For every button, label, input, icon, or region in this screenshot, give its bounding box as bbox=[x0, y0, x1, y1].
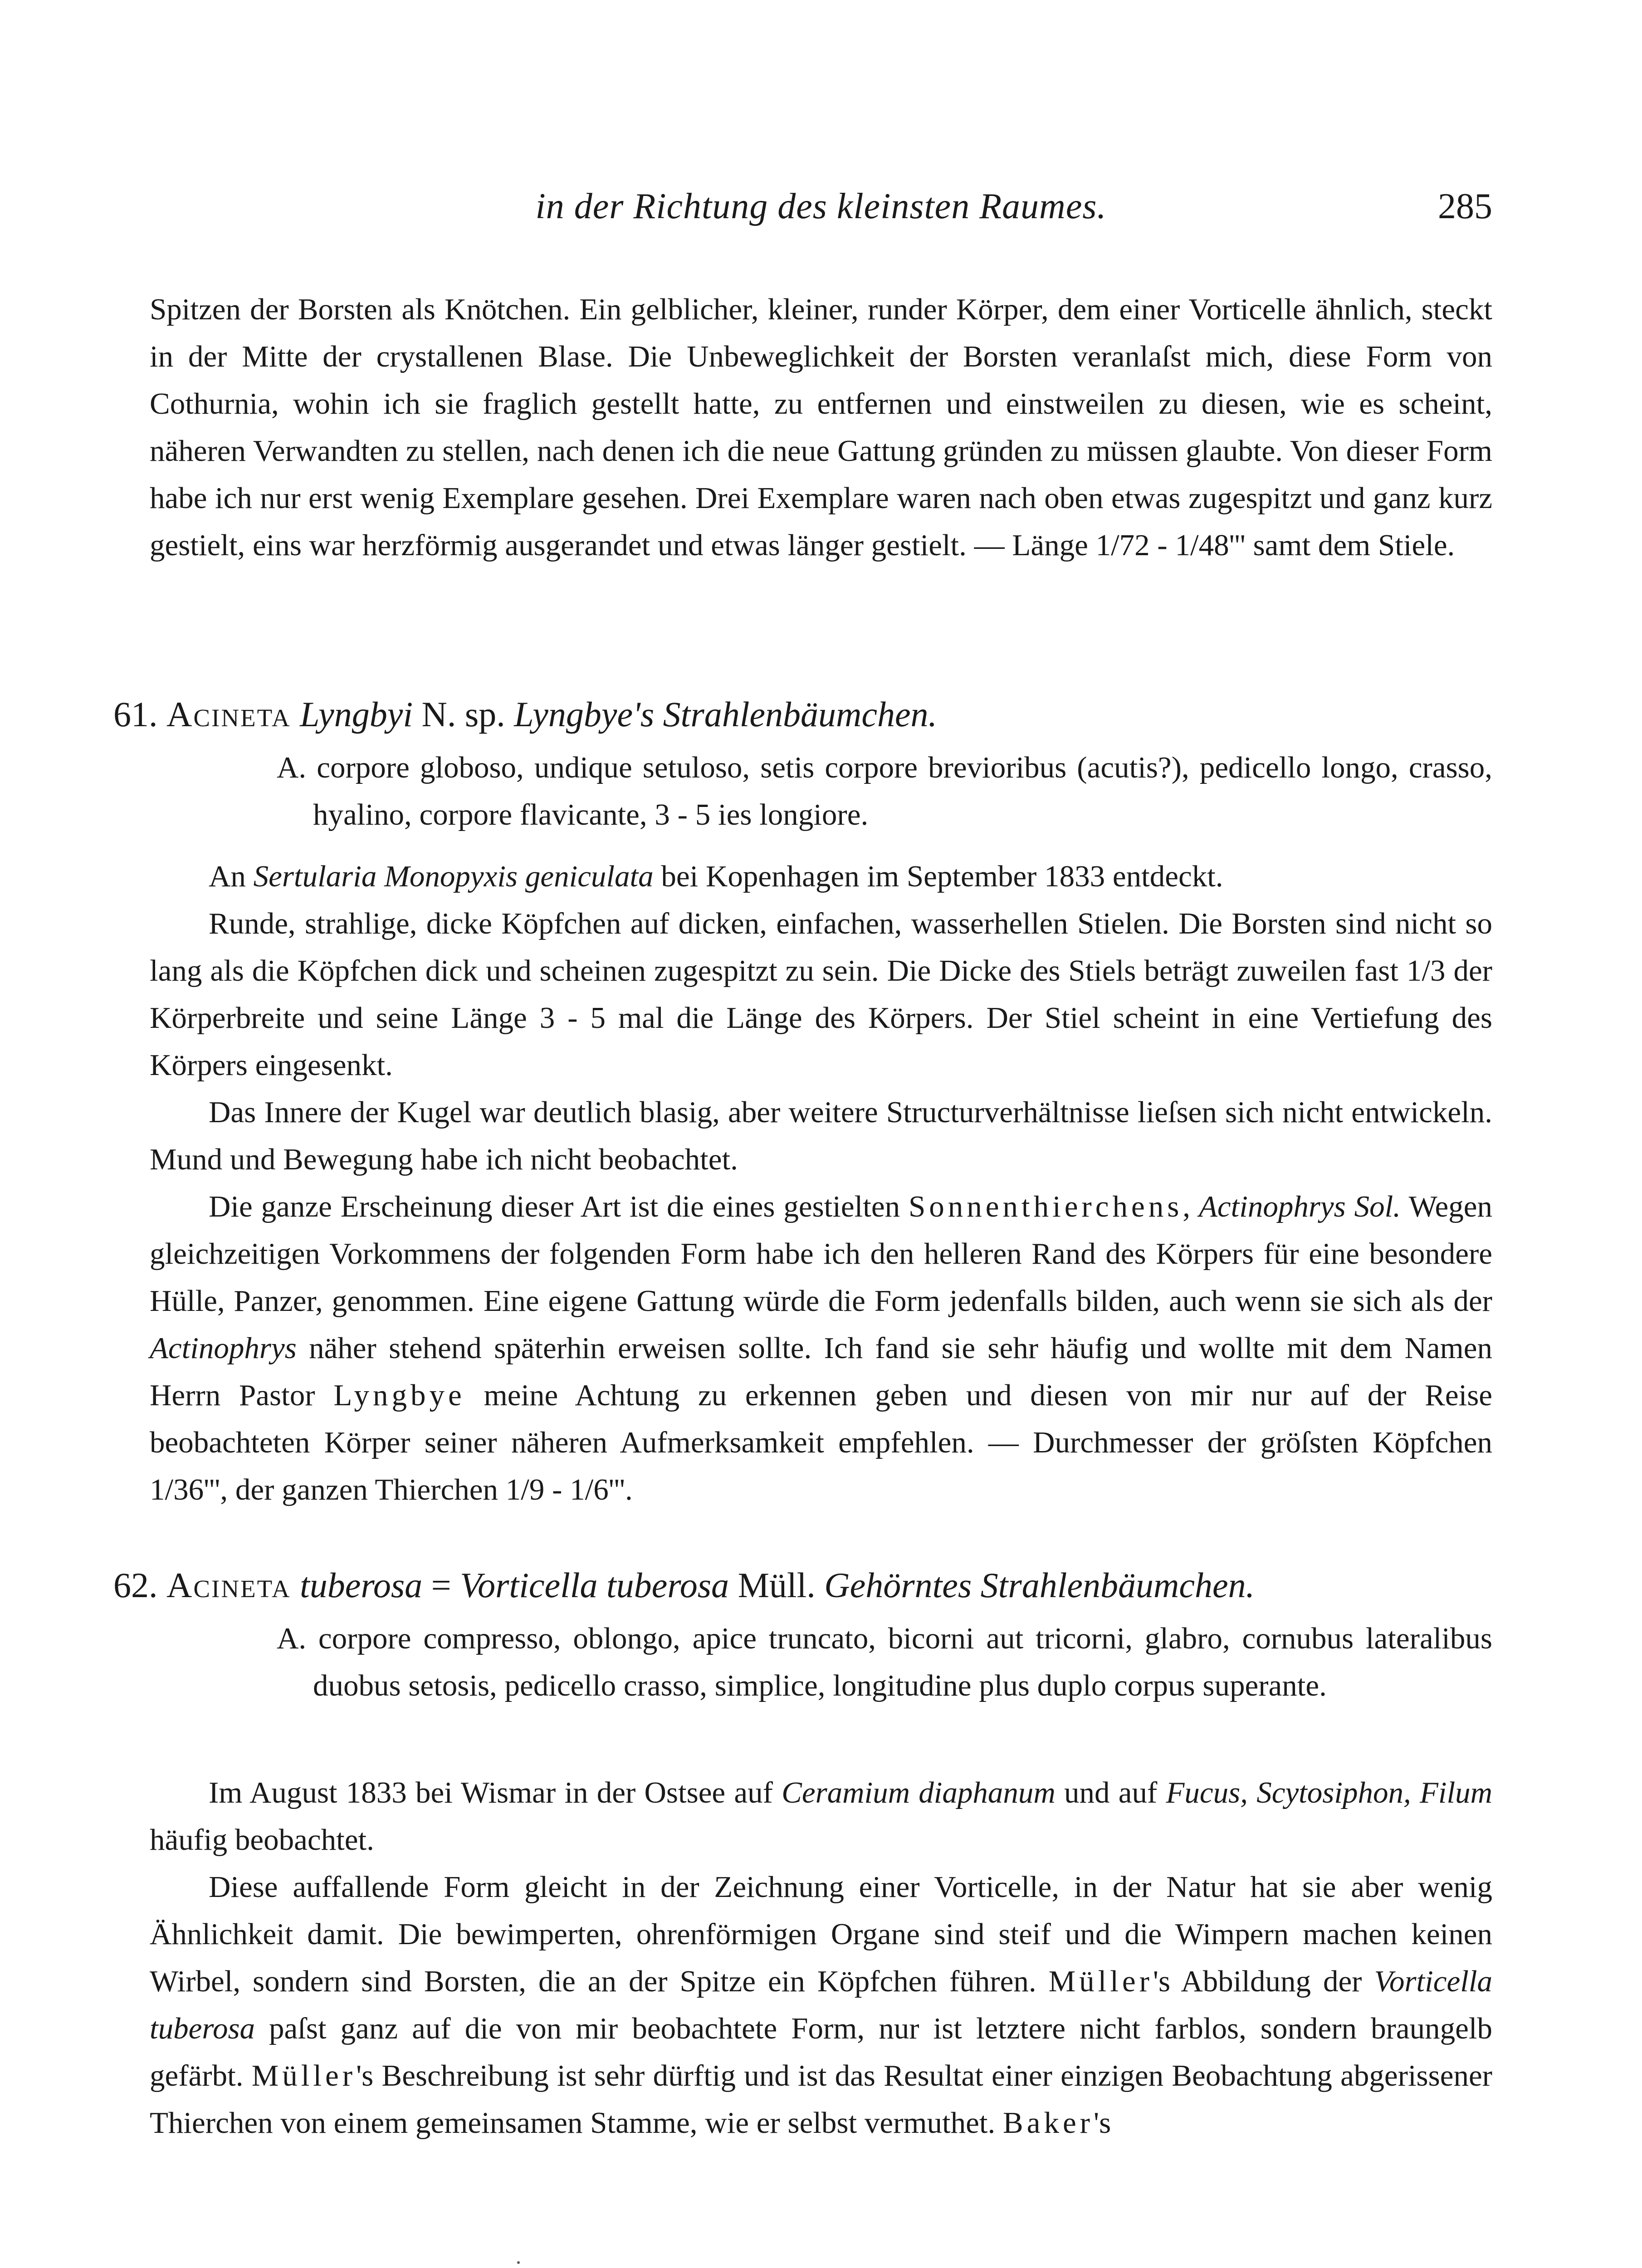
paragraph bbox=[150, 1863, 1492, 2146]
text-run: 's bbox=[1094, 2106, 1111, 2140]
paragraph bbox=[150, 1769, 1492, 1863]
paragraph bbox=[150, 1183, 1492, 1513]
genus-name: Acineta bbox=[166, 1565, 291, 1605]
common-name: Gehörntes Strahlenbäumchen. bbox=[824, 1565, 1255, 1605]
person-name: Müller bbox=[1048, 1965, 1153, 1998]
text-run: An bbox=[209, 860, 254, 893]
spaced-term: Sonnenthierchens bbox=[908, 1190, 1183, 1223]
intro-text: Spitzen der Borsten als Knötchen. Ein gelblicher, kleiner, runder Körper, dem einer Vorticelle ähnlich, steckt in der Mitte der crystallenen Blase. Die Unbeweglichkeit der Borsten veranlaſst mich, diese Form von Cothurnia, wohin ich sie fraglich gestellt hatte, zu entfernen und einstweilen zu diesen, wie es scheint, näheren Verwandten zu stellen, nach denen ich die neue Gattung gründen zu müssen glaubte. Von dieser Form habe ich nur erst wenig Exemplare gesehen. Drei Exemplare waren nach oben etwas zugespitzt und ganz kurz gestielt, eins war herzförmig ausgerandet und etwas länger gestielt. — Länge 1/72 - 1/48''' samt dem Stiele. bbox=[150, 293, 1492, 562]
entry-61-heading bbox=[113, 689, 1501, 739]
page-number: 285 bbox=[1438, 186, 1492, 226]
taxon-name: Actinophrys bbox=[150, 1331, 297, 1365]
text-run: , bbox=[1183, 1190, 1199, 1223]
entry-61-body bbox=[150, 853, 1492, 1513]
taxon-name: Vorticella tuberosa bbox=[150, 1965, 1492, 2045]
paragraph: Das Innere der Kugel war deutlich blasig, aber weitere Structurverhältnisse lieſsen sich nicht entwickeln. Mund und Bewegung habe ich nicht beobachtet. bbox=[150, 1095, 1492, 1176]
person-name: Lyngbye bbox=[333, 1378, 465, 1412]
text-run: 's Abbildung der bbox=[1153, 1965, 1374, 1998]
taxon-name: Ceramium diaphanum bbox=[782, 1776, 1056, 1809]
entry-62-heading bbox=[113, 1560, 1501, 1610]
person-name: Baker bbox=[1003, 2106, 1094, 2140]
intro-paragraph bbox=[150, 286, 1492, 569]
person-name: Müller bbox=[251, 2059, 357, 2092]
text-run: näher stehend späterhin erweisen sollte. Ich fand sie sehr häufig und wollte mit dem Namen Herrn Pastor bbox=[150, 1331, 1492, 1412]
common-name: Lyngbye's Strahlenbäumchen. bbox=[514, 694, 938, 734]
print-speck bbox=[517, 2261, 520, 2264]
taxon-name: Fucus, Scytosiphon, Filum bbox=[1166, 1776, 1492, 1809]
genus-name: Acineta bbox=[166, 694, 291, 734]
text-run: Die ganze Erscheinung dieser Art ist die eines gestielten bbox=[209, 1190, 909, 1223]
synonym-name: Vorticella tuberosa bbox=[460, 1565, 729, 1605]
taxon-name: Actinophrys Sol. bbox=[1198, 1190, 1401, 1223]
species-name: Lyngbyi bbox=[300, 694, 413, 734]
entry-number: 62. bbox=[113, 1565, 158, 1605]
entry-62-diagnosis: A. corpore compresso, oblongo, apice truncato, bicorni aut tricorni, glabro, cornubus lateralibus duobus setosis, pedicello crasso, simplice, longitudine plus duplo corpus superante. bbox=[277, 1622, 1492, 1702]
text-run: Im August 1833 bei Wismar in der Ostsee auf bbox=[209, 1776, 782, 1809]
page-header bbox=[150, 186, 1492, 240]
new-species-mark: N. sp. bbox=[421, 694, 505, 734]
text-run: Diese auffallende Form gleicht in der Zeichnung einer Vorticelle, in der Natur hat sie aber wenig Ähnlichkeit damit. Die bewimperten, ohrenförmigen Organe sind steif und die Wimpern machen keinen Wirbel, sondern sind Borsten, die an der Spitze ein Köpfchen führen. bbox=[150, 1870, 1492, 1998]
paragraph: Runde, strahlige, dicke Köpfchen auf dicken, einfachen, wasserhellen Stielen. Die Borsten sind nicht so lang als die Köpfchen dick und scheinen zugespitzt zu sein. Die Dicke des Stiels beträgt zuweilen fast 1/3 der Körperbreite und seine Länge 3 - 5 mal die Länge des Körpers. Der Stiel scheint in eine Vertiefung des Körpers eingesenkt. bbox=[150, 907, 1492, 1082]
author-abbrev: Müll. bbox=[738, 1565, 816, 1605]
text-run: häufig beobachtet. bbox=[150, 1823, 374, 1857]
text-run: paſst ganz auf die von mir beobachtete Form, nur ist letztere nicht farblos, sondern braungelb gefärbt. bbox=[150, 2012, 1492, 2092]
equals-sign: = bbox=[431, 1565, 451, 1605]
paragraph bbox=[150, 853, 1492, 900]
text-run: meine Achtung zu erkennen geben und diesen von mir nur auf der Reise beobachteten Körper seiner näheren Aufmerksamkeit empfehlen. — Durchmesser der gröſsten Köpfchen 1/36''', der ganzen Thierchen 1/9 - 1/6'''. bbox=[150, 1378, 1492, 1506]
species-name: tuberosa bbox=[300, 1565, 423, 1605]
entry-62-body bbox=[150, 1769, 1492, 2146]
text-run: und auf bbox=[1055, 1776, 1166, 1809]
running-head: in der Richtung des kleinsten Raumes. bbox=[535, 186, 1107, 226]
entry-61-diagnosis: A. corpore globoso, undique setuloso, setis corpore brevioribus (acutis?), pedicello longo, crasso, hyalino, corpore flavicante, 3 - 5 ies longiore. bbox=[277, 751, 1492, 831]
text-run: 's Beschreibung ist sehr dürftig und ist das Resultat einer einzigen Beobachtung abgerissener Thierchen von einem gemeinsamen Stamme, wie er selbst vermuthet. bbox=[150, 2059, 1492, 2140]
text-run: bei Kopenhagen im September 1833 entdeckt. bbox=[653, 860, 1223, 893]
entry-number: 61. bbox=[113, 694, 158, 734]
text-run: Wegen gleichzeitigen Vorkommens der folgenden Form habe ich den helleren Rand des Körpers für eine besondere Hülle, Panzer, genommen. Eine eigene Gattung würde die Form jedenfalls bilden, auch wenn sie sich als der bbox=[150, 1190, 1492, 1318]
taxon-name: Sertularia Monopyxis geniculata bbox=[253, 860, 654, 893]
